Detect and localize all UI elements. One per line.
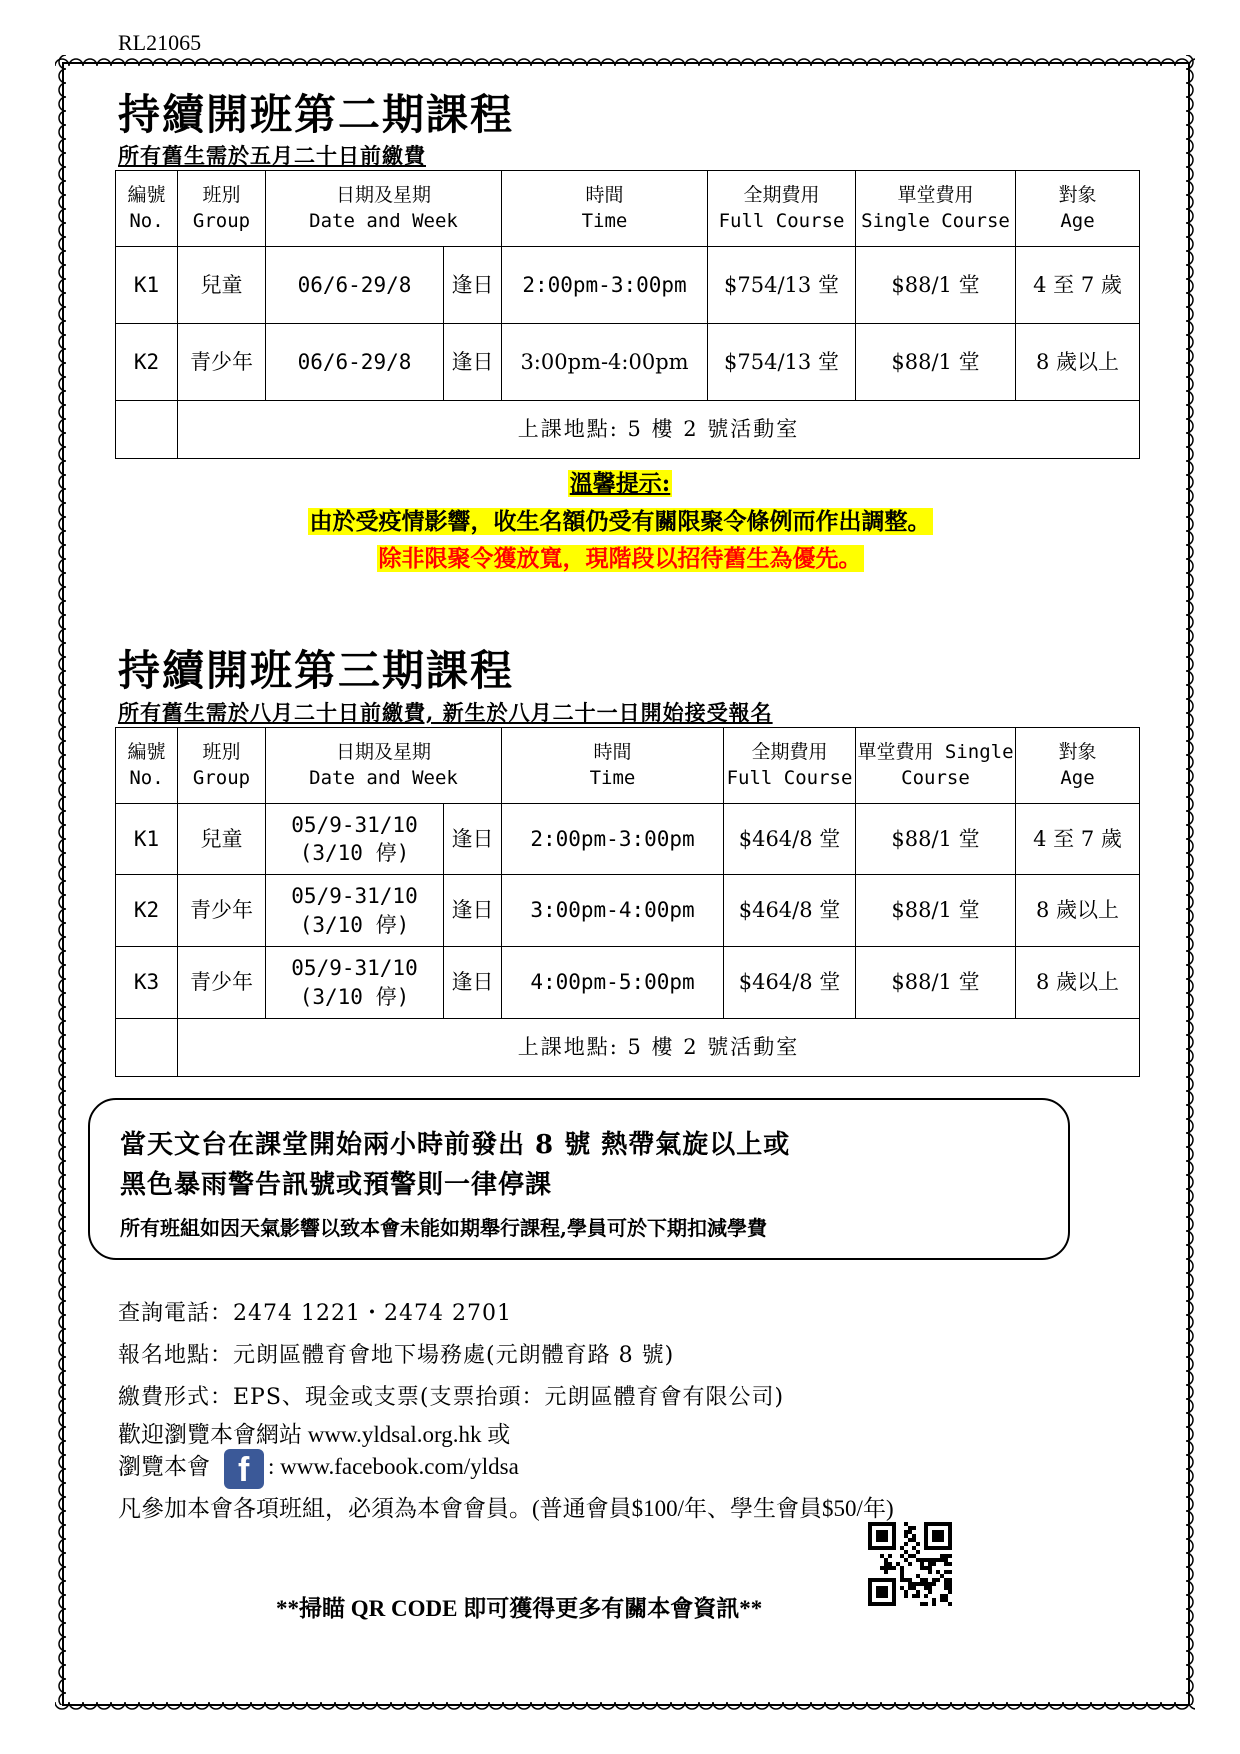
header-single-fee: 單堂費用 Single Course xyxy=(856,728,1016,804)
registration-location: 報名地點：元朗區體育會地下場務處(元朗體育路 8 號) xyxy=(118,1343,675,1368)
weather-line-1: 當天文台在課堂開始兩小時前發出 8 號 熱帶氣旋以上或 xyxy=(120,1130,791,1160)
period2-course-table xyxy=(115,170,1140,459)
venue-text: 上課地點: 5 樓 2 號活動室 xyxy=(178,401,1140,459)
header-group: 班別 Group xyxy=(178,728,266,804)
cell-full-fee: $464/8 堂 xyxy=(724,875,856,947)
qr-code xyxy=(868,1522,952,1606)
cell-age: 8 歲以上 xyxy=(1016,875,1140,947)
cell-time: 3:00pm-4:00pm xyxy=(502,875,724,947)
cell-age: 8 歲以上 xyxy=(1016,324,1140,401)
table-row xyxy=(116,324,1140,401)
table-row xyxy=(116,875,1140,947)
header-no: 編號 No. xyxy=(116,728,178,804)
cell-week: 逢日 xyxy=(444,324,502,401)
cell-no: K1 xyxy=(116,247,178,324)
cell-week: 逢日 xyxy=(444,247,502,324)
venue-blank-cell xyxy=(116,1019,178,1077)
cell-single-fee: $88/1 堂 xyxy=(856,324,1016,401)
membership-note: 凡參加本會各項班組，必須為本會會員。(普通會員$100/年、學生會員$50/年) xyxy=(118,1496,894,1521)
cell-single-fee: $88/1 堂 xyxy=(856,947,1016,1019)
payment-methods: 繳費形式：EPS、現金或支票(支票抬頭：元朗區體育會有限公司) xyxy=(118,1385,785,1410)
cell-date: 06/6-29/8 xyxy=(266,247,444,324)
weather-line-3: 所有班組如因天氣影響以致本會未能如期舉行課程,學員可於下期扣減學費 xyxy=(120,1216,767,1240)
cell-age: 8 歲以上 xyxy=(1016,947,1140,1019)
period3-course-table xyxy=(115,727,1140,1077)
facebook-prefix: 瀏覽本會 xyxy=(118,1454,210,1479)
cell-single-fee: $88/1 堂 xyxy=(856,247,1016,324)
period3-payment-note: 所有舊生需於八月二十日前繳費, 新生於八月二十一日開始接受報名 xyxy=(118,700,773,725)
cell-no: K2 xyxy=(116,875,178,947)
header-full-fee: 全期費用 Full Course xyxy=(708,171,856,247)
header-date: 日期及星期 Date and Week xyxy=(266,171,502,247)
enquiry-phone: 查詢電話：2474 1221・2474 2701 xyxy=(118,1301,512,1326)
notice-line-2: 除非限聚令獲放寬，現階段以招待舊生為優先。 xyxy=(378,545,862,572)
notice-title: 溫馨提示: xyxy=(569,470,671,497)
cell-no: K1 xyxy=(116,804,178,875)
venue-blank-cell xyxy=(116,401,178,459)
cell-date: 05/9-31/10 (3/10 停) xyxy=(266,947,444,1019)
cell-date: 05/9-31/10 (3/10 停) xyxy=(266,875,444,947)
cell-group: 兒童 xyxy=(178,247,266,324)
cell-full-fee: $464/8 堂 xyxy=(724,804,856,875)
header-time: 時間 Time xyxy=(502,728,724,804)
cell-time: 2:00pm-3:00pm xyxy=(502,804,724,875)
table-header-row xyxy=(116,728,1140,804)
cell-week: 逢日 xyxy=(444,804,502,875)
table-row xyxy=(116,804,1140,875)
cell-no: K2 xyxy=(116,324,178,401)
cell-week: 逢日 xyxy=(444,875,502,947)
header-date: 日期及星期 Date and Week xyxy=(266,728,502,804)
cell-age: 4 至 7 歲 xyxy=(1016,804,1140,875)
header-age: 對象 Age xyxy=(1016,171,1140,247)
cell-time: 2:00pm-3:00pm xyxy=(502,247,708,324)
period3-title: 持續開班第三期課程 xyxy=(118,646,515,695)
cell-week: 逢日 xyxy=(444,947,502,1019)
cell-full-fee: $464/8 堂 xyxy=(724,947,856,1019)
website-line: 歡迎瀏覽本會網站 www.yldsal.org.hk 或 xyxy=(118,1422,511,1447)
facebook-url[interactable]: : www.facebook.com/yldsa xyxy=(268,1454,519,1479)
table-header-row xyxy=(116,171,1140,247)
cell-group: 青少年 xyxy=(178,324,266,401)
notice-line-1: 由於受疫情影響，收生名額仍受有關限聚令條例而作出調整。 xyxy=(309,508,931,535)
cell-no: K3 xyxy=(116,947,178,1019)
cell-group: 青少年 xyxy=(178,875,266,947)
cell-group: 青少年 xyxy=(178,947,266,1019)
cell-full-fee: $754/13 堂 xyxy=(708,247,856,324)
cell-full-fee: $754/13 堂 xyxy=(708,324,856,401)
facebook-line xyxy=(118,1448,519,1489)
cell-single-fee: $88/1 堂 xyxy=(856,804,1016,875)
venue-text: 上課地點: 5 樓 2 號活動室 xyxy=(178,1019,1140,1077)
period2-title: 持續開班第二期課程 xyxy=(118,90,515,139)
period2-payment-note: 所有舊生需於五月二十日前繳費 xyxy=(118,143,426,168)
header-no: 編號 No. xyxy=(116,171,178,247)
header-age: 對象 Age xyxy=(1016,728,1140,804)
table-row xyxy=(116,947,1140,1019)
table-row xyxy=(116,247,1140,324)
header-group: 班別 Group xyxy=(178,171,266,247)
document-code: RL21065 xyxy=(118,30,202,55)
qr-caption: **掃瞄 QR CODE 即可獲得更多有關本會資訊** xyxy=(276,1596,763,1621)
weather-line-2: 黑色暴雨警告訊號或預警則一律停課 xyxy=(120,1170,553,1200)
header-full-fee: 全期費用 Full Course xyxy=(724,728,856,804)
cell-date: 06/6-29/8 xyxy=(266,324,444,401)
cell-age: 4 至 7 歲 xyxy=(1016,247,1140,324)
venue-row xyxy=(116,401,1140,459)
header-time: 時間 Time xyxy=(502,171,708,247)
facebook-icon[interactable]: f xyxy=(224,1449,264,1489)
venue-row xyxy=(116,1019,1140,1077)
cell-time: 4:00pm-5:00pm xyxy=(502,947,724,1019)
cell-group: 兒童 xyxy=(178,804,266,875)
cell-time: 3:00pm-4:00pm xyxy=(502,324,708,401)
header-single-fee: 單堂費用 Single Course xyxy=(856,171,1016,247)
cell-date: 05/9-31/10 (3/10 停) xyxy=(266,804,444,875)
cell-single-fee: $88/1 堂 xyxy=(856,875,1016,947)
